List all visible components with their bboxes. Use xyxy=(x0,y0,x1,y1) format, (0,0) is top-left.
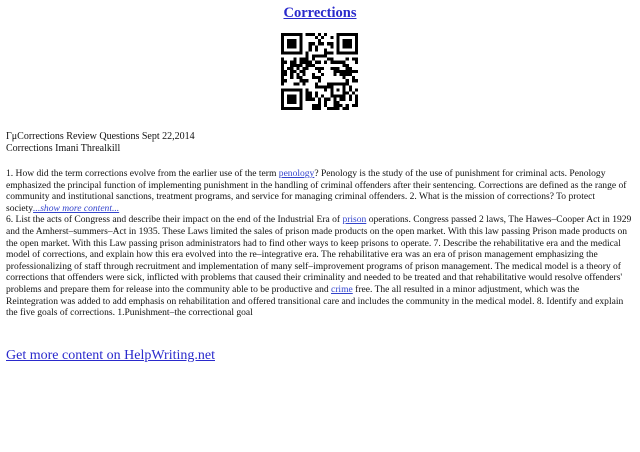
meta-line-1: ΓμCorrections Review Questions Sept 22,2014 xyxy=(6,131,195,142)
qr-code-icon xyxy=(281,33,358,110)
paragraph-1 xyxy=(6,168,632,214)
footer xyxy=(6,348,215,364)
paragraph-2 xyxy=(6,214,632,318)
penology-link[interactable]: penology xyxy=(278,168,315,179)
document-meta xyxy=(6,131,606,155)
paragraph-1-text-a: 1. How did the term corrections evolve from the earlier use of the term xyxy=(6,168,279,179)
show-more-link[interactable]: ...show more content... xyxy=(33,202,120,214)
document-body xyxy=(6,168,632,319)
paragraph-2-text-c: free. The all resulted in a minor adjustment, which was the Reintegration was added to add emphasis on rehabilitation and offered transitional care and includes the community in the medical model. 8. Identify and explain the five goals of corrections. 1.Punishment–the correctional goal xyxy=(6,283,624,319)
prison-link[interactable]: prison xyxy=(342,214,367,226)
page-title xyxy=(0,5,640,22)
paragraph-2-text-a: 6. List the acts of Congress and describe their impact on the end of the Industrial Era of xyxy=(6,214,343,226)
paragraph-2-text-b: operations. Congress passed 2 laws, The Hawes–Cooper Act in 1929 and the Amherst–summers–Act in 1935. These Laws limited the sales of prison made products on the open market. With this law passing Prison made products on the open market. With this Law passing prison administrators had to find other ways to keep prisons to operate. 7. Describe the rehabilitative era and the medical model of corrections, and explain how this era evolved into the re–integrative era. The rehabilitative era was an era of prison management emphasizing the professionalizing of staff through recruitment and implementation of many self–improvement programs of prison management. The medical model is a theory of corrections that offenders were sick, inflicted with problems that caused their criminality and needed to be treated and that rehabilitative would resolve offenders' problems and prepare them for release into the community able to be productive and xyxy=(6,214,632,295)
paragraph-1-text-b: ? Penology is the study of the use of punishment for criminal acts. Penology emphasized the principal function of implementing punishment in the handling of criminal offenders after their sentencing. Corrections are defined as the range of community and institutional sanctions, treatment programs, and service for managing criminal offenders. 2. What is the mission of corrections? To protect society xyxy=(6,168,627,214)
crime-link[interactable]: crime xyxy=(331,283,353,295)
helpwriting-link[interactable]: Get more content on HelpWriting.net xyxy=(6,348,215,363)
title-link[interactable]: Corrections xyxy=(283,5,357,21)
meta-line-2: Corrections Imani Threalkill xyxy=(6,143,121,154)
